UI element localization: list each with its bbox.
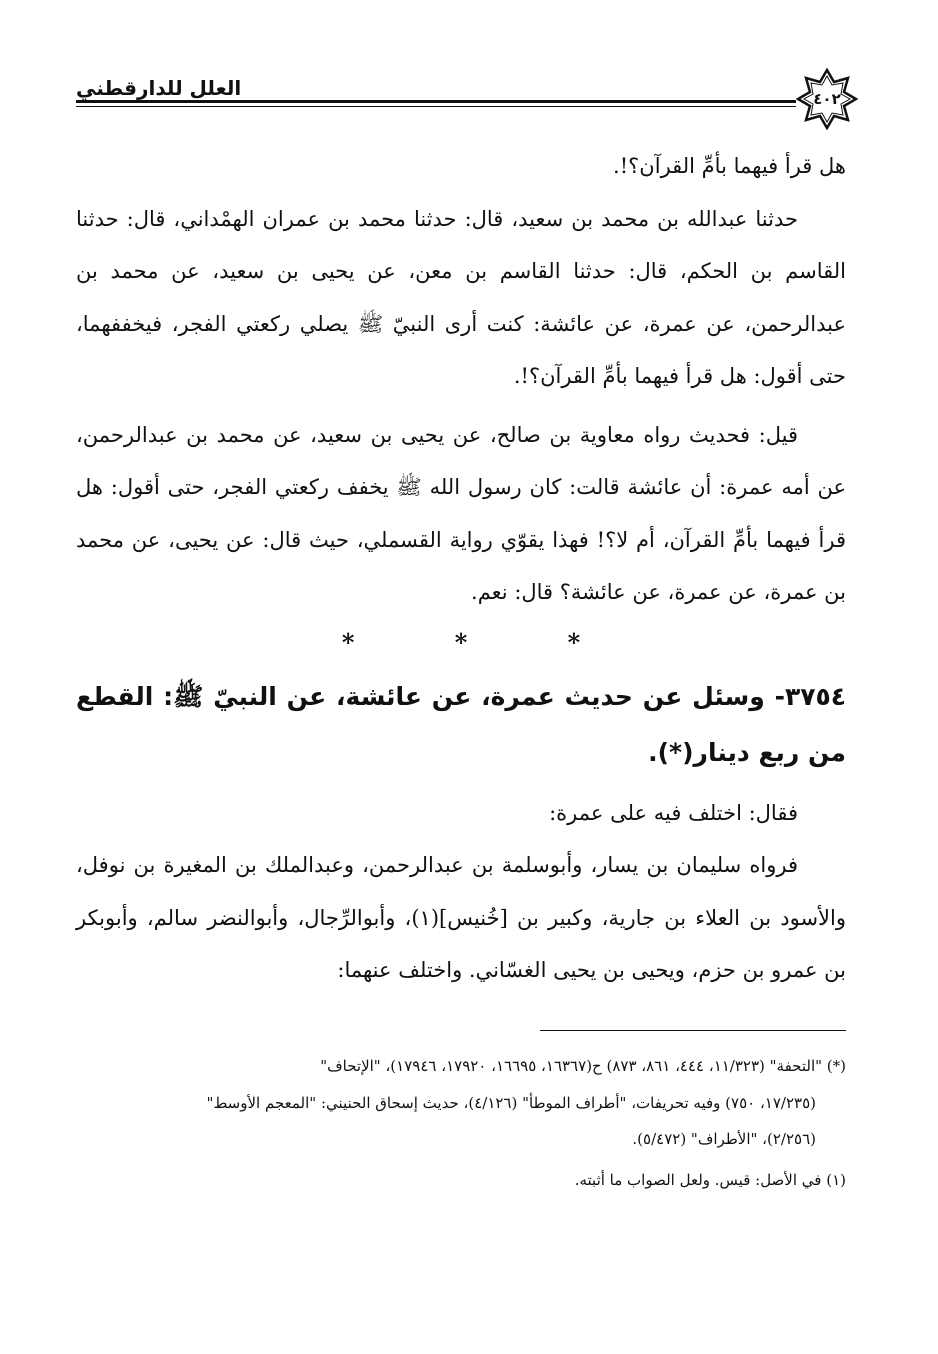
paragraph: حدثنا عبدالله بن محمد بن سعيد، قال: حدثنا محمد بن عمران الهمْداني، قال: حدثنا القاسم بن الحكم، قال: حدثنا القاسم بن معن، عن يحيى بن سعيد، عن محمد بن عبدالرحمن، عن عمرة، عن عائشة: كنت أرى النبيّ ﷺ يصلي ركعتي الفجر، فيخففهما، حتى أقول: هل قرأ فيهما بأمِّ القرآن؟!. <box>76 206 846 388</box>
main-text <box>76 140 846 997</box>
entry-heading: ٣٧٥٤- وسئل عن حديث عمرة، عن عائشة، عن النبيّ ﷺ: القطع من ربع دينار(*). <box>76 681 846 767</box>
paragraph: فرواه سليمان بن يسار، وأبوسلمة بن عبدالرحمن، وعبدالملك بن المغيرة بن نوفل، والأسود بن العلاء بن جارية، وكبير بن [خُنيس](١)، وأبوالرِّجال، وأبوالنضر سالم، وأبوبكر بن عمرو بن حزم، ويحيى بن يحيى الغسّاني. واختلف عنهما: <box>76 853 846 982</box>
running-title: العلل للدارقطني <box>76 76 242 100</box>
page-number-badge <box>796 68 858 130</box>
header-rule-thin <box>76 106 796 107</box>
footnote-star-line: (٢/٢٥٦)، "الأطراف" (٥/٤٧٢). <box>632 1130 816 1148</box>
footnotes <box>76 1048 846 1198</box>
footnote-1: (١) في الأصل: قيس. ولعل الصواب ما أثبته. <box>574 1170 846 1189</box>
paragraph: فقال: اختلف فيه على عمرة: <box>549 800 798 825</box>
paragraph: هل قرأ فيهما بأمِّ القرآن؟!. <box>613 154 846 178</box>
footnote-star-line: (١٧/٢٣٥، ٧٥٠) وفيه تحريفات، "أطراف الموطأ" (٤/١٢٦)، حديث إسحاق الحنيني: "المعجم الأوسط" <box>206 1093 816 1112</box>
footnote-separator <box>540 1030 846 1031</box>
header-rule <box>76 100 796 103</box>
page-header <box>76 68 856 128</box>
paragraph: قيل: فحديث رواه معاوية بن صالح، عن يحيى بن سعيد، عن محمد بن عبدالرحمن، عن أمه عمرة: أن عائشة قالت: كان رسول الله ﷺ يخفف ركعتي الفجر، حتى أقول: هل قرأ فيهما بأمِّ القرآن، أم لا؟! فهذا يقوّي رواية القسملي، حيث قال: عن يحيى، عن محمد بن عمرة، عن عمرة، عن عائشة؟ قال: نعم. <box>76 422 846 604</box>
footnote-star-line: (*) "التحفة" (١١/٣٢٣، ٤٤٤، ٨٦١، ٨٧٣) ح(١٦٣٦٧، ١٦٦٩٥، ١٧٩٢٠، ١٧٩٤٦)، "الإتحاف" <box>320 1057 846 1075</box>
page-number: ٤٠٢ <box>813 90 841 108</box>
section-separator: * * * <box>341 627 627 657</box>
